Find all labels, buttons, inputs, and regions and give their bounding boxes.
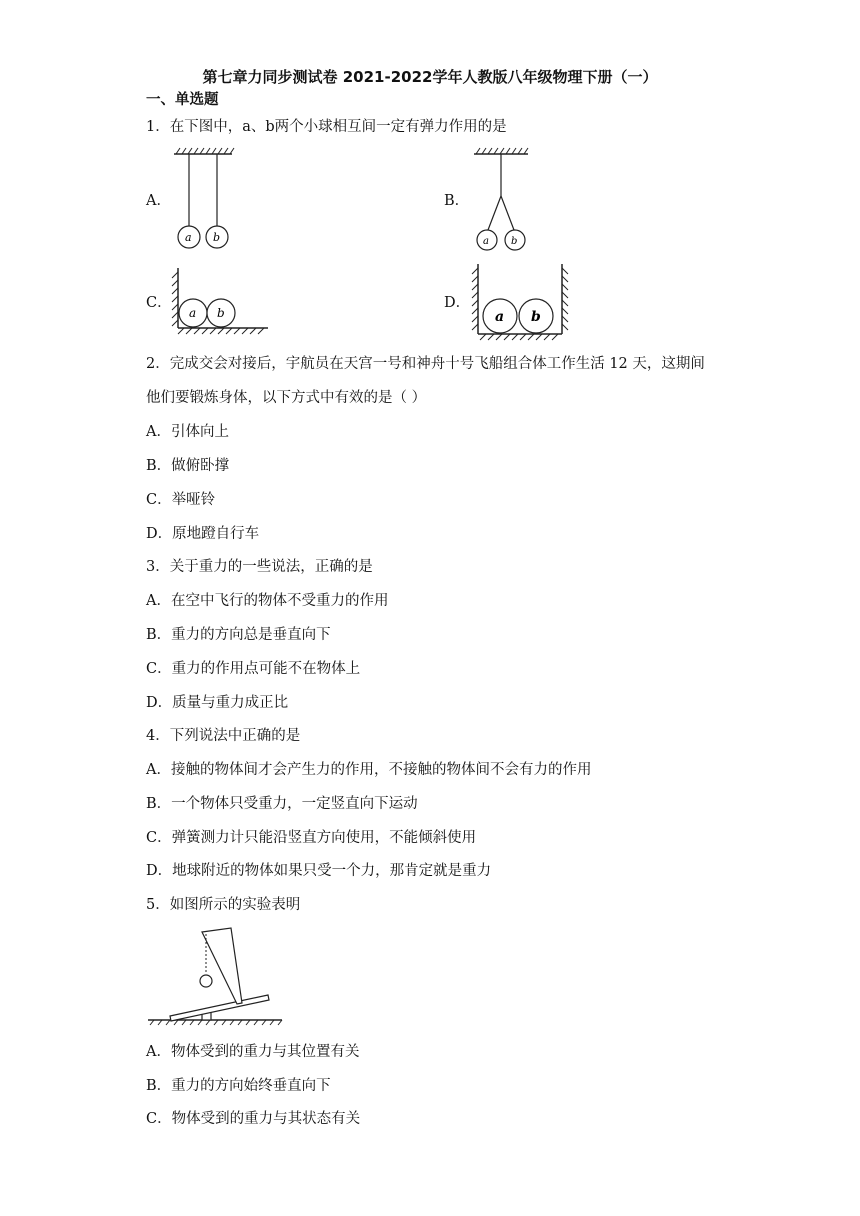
q1-option-d-label[interactable]: D． (444, 295, 471, 311)
q4-option-a[interactable]: A．接触的物体间才会产生力的作用，不接触的物体间不会有力的作用 (146, 762, 592, 778)
question-2-stem-line-2: 他们要锻炼身体，以下方式中有效的是（ ） (146, 390, 427, 406)
section-heading: 一、单选题 (146, 92, 219, 108)
q1-option-a-label[interactable]: A． (146, 193, 171, 209)
question-2-stem-line-1: 2．完成交会对接后，宇航员在天宫一号和神舟十号飞船组合体工作生活 12 天，这期间 (146, 356, 705, 372)
svg-text:a: a (483, 236, 489, 247)
svg-text:b: b (511, 236, 518, 247)
question-5-stem: 5．如图所示的实验表明 (146, 897, 301, 913)
q3-option-a[interactable]: A．在空中飞行的物体不受重力的作用 (146, 593, 389, 609)
svg-text:a: a (495, 309, 505, 325)
q1-figure-a (170, 148, 240, 253)
q4-option-d[interactable]: D．地球附近的物体如果只受一个力，那肯定就是重力 (146, 863, 492, 879)
q5-option-b[interactable]: B．重力的方向始终垂直向下 (146, 1078, 331, 1094)
q4-option-c[interactable]: C．弹簧测力计只能沿竖直方向使用，不能倾斜使用 (146, 830, 477, 846)
q5-option-a[interactable]: A．物体受到的重力与其位置有关 (146, 1044, 360, 1060)
q2-option-d[interactable]: D．原地蹬自行车 (146, 526, 260, 542)
svg-text:b: b (217, 306, 225, 320)
q1-figure-c (170, 266, 272, 336)
q1-option-b-label[interactable]: B． (444, 193, 470, 209)
q4-option-b[interactable]: B．一个物体只受重力，一定竖直向下运动 (146, 796, 418, 812)
q3-option-d[interactable]: D．质量与重力成正比 (146, 695, 289, 711)
page-title: 第七章力同步测试卷 2021-2022学年人教版八年级物理下册（一） (202, 68, 658, 86)
svg-text:a: a (189, 306, 197, 320)
q1-figure-d (470, 262, 570, 342)
q1-figure-b (470, 148, 532, 256)
question-3-stem: 3．关于重力的一些说法，正确的是 (146, 559, 373, 575)
q5-figure-plumb-line (146, 924, 286, 1028)
q3-option-b[interactable]: B．重力的方向总是垂直向下 (146, 627, 331, 643)
q3-option-c[interactable]: C．重力的作用点可能不在物体上 (146, 661, 361, 677)
q5-option-c[interactable]: C．物体受到的重力与其状态有关 (146, 1111, 361, 1127)
svg-text:b: b (531, 309, 541, 325)
q2-option-c[interactable]: C．举哑铃 (146, 492, 216, 508)
ball-a-label: a (185, 231, 192, 244)
ball-b-label: b (213, 231, 221, 244)
q1-option-c-label[interactable]: C． (146, 295, 172, 311)
question-1-stem: 1．在下图中，a、b两个小球相互间一定有弹力作用的是 (146, 119, 507, 135)
q2-option-b[interactable]: B．做俯卧撑 (146, 458, 230, 474)
q2-option-a[interactable]: A．引体向上 (146, 424, 229, 440)
question-4-stem: 4．下列说法中正确的是 (146, 728, 301, 744)
